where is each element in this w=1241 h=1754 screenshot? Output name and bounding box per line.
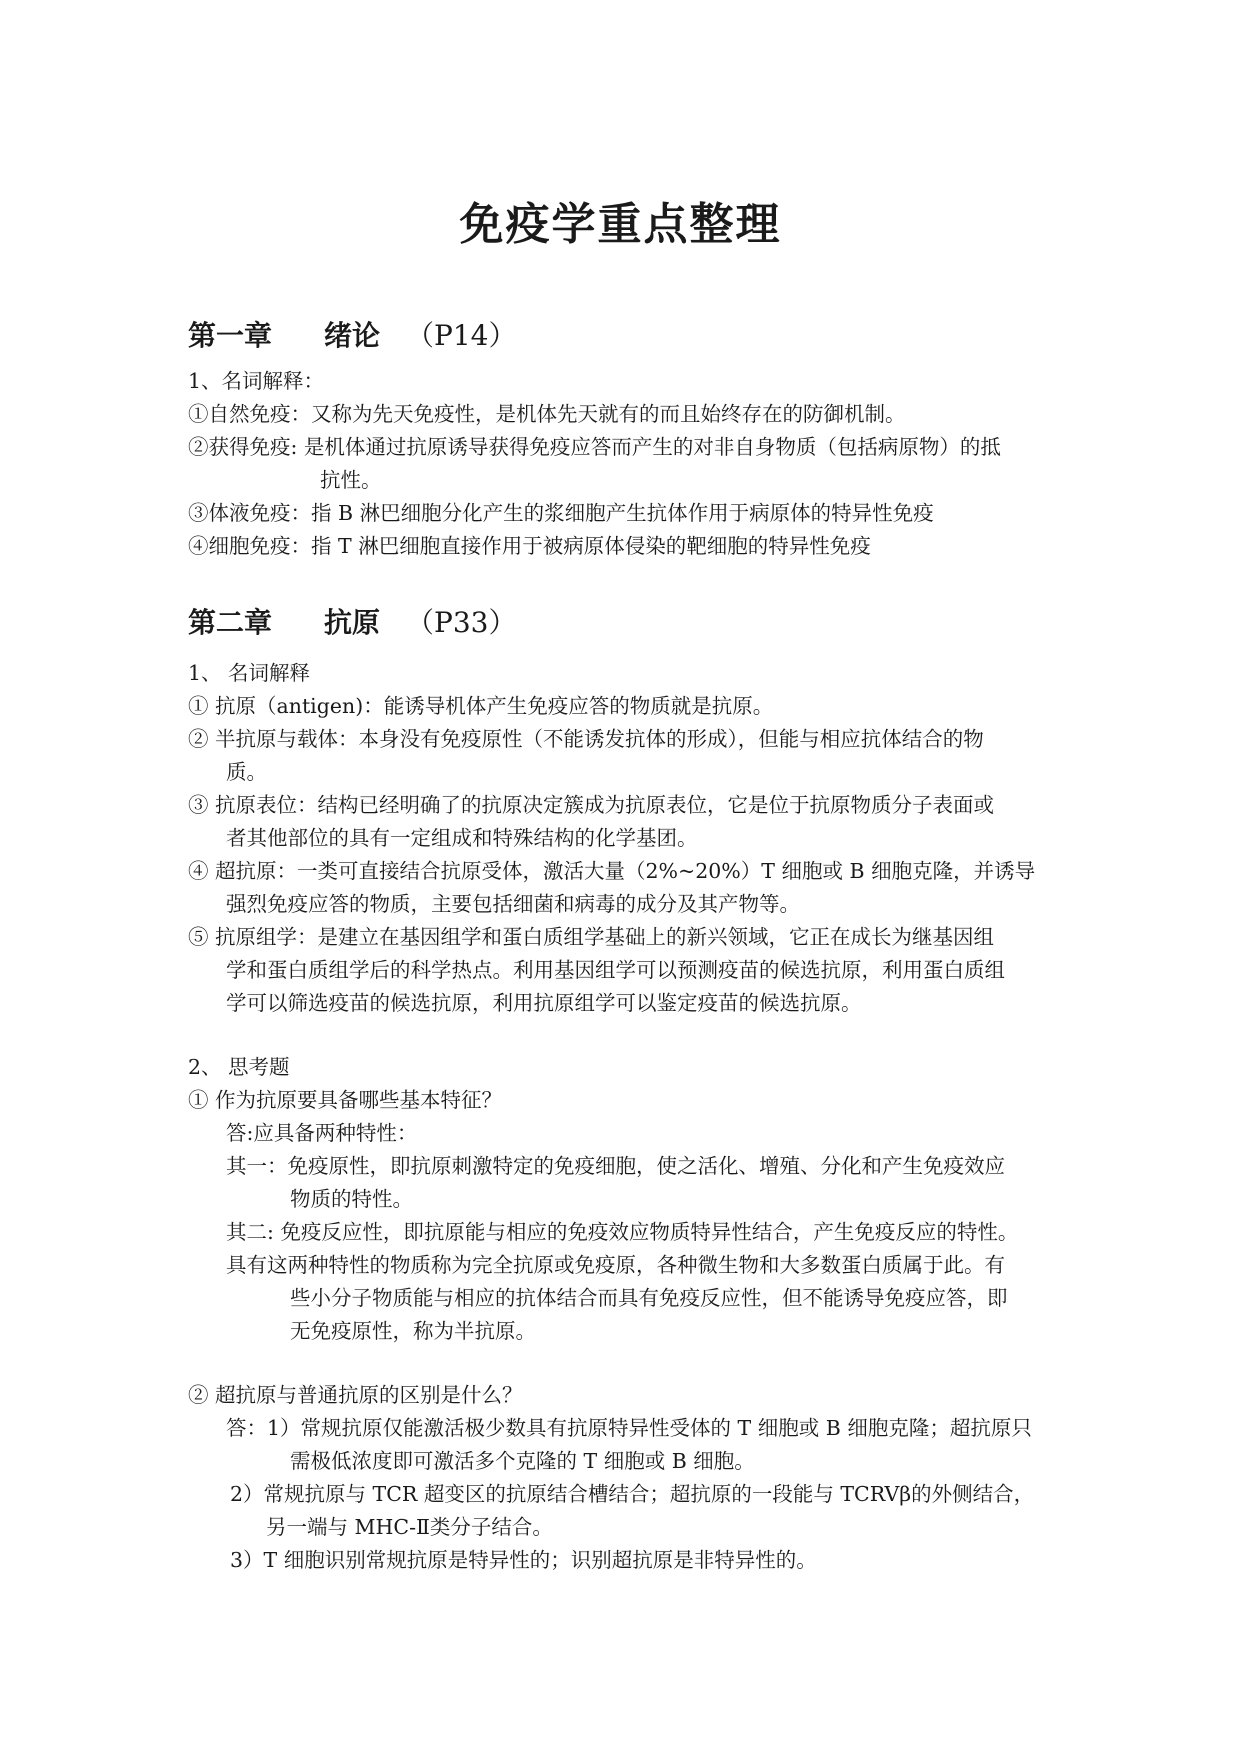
ch2-term-4: ④ 超抗原：一类可直接结合抗原受体，激活大量（2%~20%）T 细胞或 B 细胞克隆，并诱导: [188, 859, 1036, 883]
ch2-answer-1-summary-cont1: 些小分子物质能与相应的抗体结合而具有免疫反应性，但不能诱导免疫应答，即: [290, 1286, 1008, 1310]
chapter-1-heading: [188, 316, 517, 356]
chapter-2-number: 第二章: [188, 606, 273, 639]
ch2-term-heading: 1、 名词解释: [188, 661, 311, 685]
ch2-answer-1-point1-cont: 物质的特性。: [290, 1187, 413, 1211]
ch2-answer-1-intro: 答:应具备两种特性：: [226, 1121, 418, 1145]
ch2-question-heading: 2、 思考题: [188, 1055, 290, 1079]
ch2-answer-2-point2: 2）常规抗原与 TCR 超变区的抗原结合槽结合；超抗原的一段能与 TCRVβ的外侧结合，: [230, 1482, 1035, 1506]
chapter-2-heading: [188, 603, 517, 643]
ch2-term-2: ② 半抗原与载体：本身没有免疫原性（不能诱发抗体的形成），但能与相应抗体结合的物: [188, 727, 984, 751]
ch2-answer-1-point2: 其二: 免疫反应性，即抗原能与相应的免疫效应物质特异性结合，产生免疫反应的特性。: [226, 1220, 1019, 1244]
ch2-term-3-cont: 者其他部位的具有一定组成和特殊结构的化学基团。: [226, 826, 698, 850]
ch2-question-1: ① 作为抗原要具备哪些基本特征？: [188, 1088, 503, 1112]
ch2-answer-1-summary: 具有这两种特性的物质称为完全抗原或免疫原，各种微生物和大多数蛋白质属于此。有: [226, 1253, 1005, 1277]
ch2-term-5: ⑤ 抗原组学：是建立在基因组学和蛋白质组学基础上的新兴领域，它正在成长为继基因组: [188, 925, 995, 949]
ch2-answer-2-point3: 3）T 细胞识别常规抗原是特异性的；识别超抗原是非特异性的。: [230, 1548, 817, 1572]
chapter-1-title: 绪论: [324, 319, 381, 352]
ch1-term-3: ③体液免疫：指 B 淋巴细胞分化产生的浆细胞产生抗体作用于病原体的特异性免疫: [188, 501, 934, 525]
ch2-term-3: ③ 抗原表位：结构已经明确了的抗原决定簇成为抗原表位，它是位于抗原物质分子表面或: [188, 793, 995, 817]
chapter-1-page: （P14）: [406, 319, 517, 352]
ch1-term-1: ①自然免疫：又称为先天免疫性，是机体先天就有的而且始终存在的防御机制。: [188, 402, 906, 426]
ch2-question-2: ② 超抗原与普通抗原的区别是什么？: [188, 1383, 523, 1407]
ch2-term-5-cont2: 学可以筛选疫苗的候选抗原，利用抗原组学可以鉴定疫苗的候选抗原。: [226, 991, 862, 1015]
ch2-term-4-cont: 强烈免疫应答的物质，主要包括细菌和病毒的成分及其产物等。: [226, 892, 800, 916]
ch1-term-heading: 1、名词解释：: [188, 369, 325, 393]
ch2-answer-2-point1-cont: 需极低浓度即可激活多个克隆的 T 细胞或 B 细胞。: [290, 1449, 755, 1473]
chapter-2-page: （P33）: [406, 606, 517, 639]
ch1-term-2: ②获得免疫: 是机体通过抗原诱导获得免疫应答而产生的对非自身物质（包括病原物）的抵: [188, 435, 1001, 459]
ch1-term-2-cont: 抗性。: [320, 468, 382, 492]
ch1-term-4: ④细胞免疫：指 T 淋巴细胞直接作用于被病原体侵染的靶细胞的特异性免疫: [188, 534, 871, 558]
chapter-2-title: 抗原: [324, 606, 381, 639]
ch2-term-2-cont: 质。: [226, 760, 267, 784]
ch2-answer-1-point1: 其一：免疫原性，即抗原刺激特定的免疫细胞，使之活化、增殖、分化和产生免疫效应: [226, 1154, 1005, 1178]
chapter-1-number: 第一章: [188, 319, 273, 352]
ch2-answer-1-summary-cont2: 无免疫原性，称为半抗原。: [290, 1319, 536, 1343]
document-title: 免疫学重点整理: [459, 199, 782, 250]
ch2-answer-2-point1: 答：1）常规抗原仅能激活极少数具有抗原特异性受体的 T 细胞或 B 细胞克隆；超抗原只: [226, 1416, 1032, 1440]
ch2-term-5-cont1: 学和蛋白质组学后的科学热点。利用基因组学可以预测疫苗的候选抗原，利用蛋白质组: [226, 958, 1005, 982]
ch2-term-1: ① 抗原（antigen)：能诱导机体产生免疫应答的物质就是抗原。: [188, 694, 774, 718]
ch2-answer-2-point2-cont: 另一端与 MHC-Ⅱ类分子结合。: [266, 1515, 553, 1539]
